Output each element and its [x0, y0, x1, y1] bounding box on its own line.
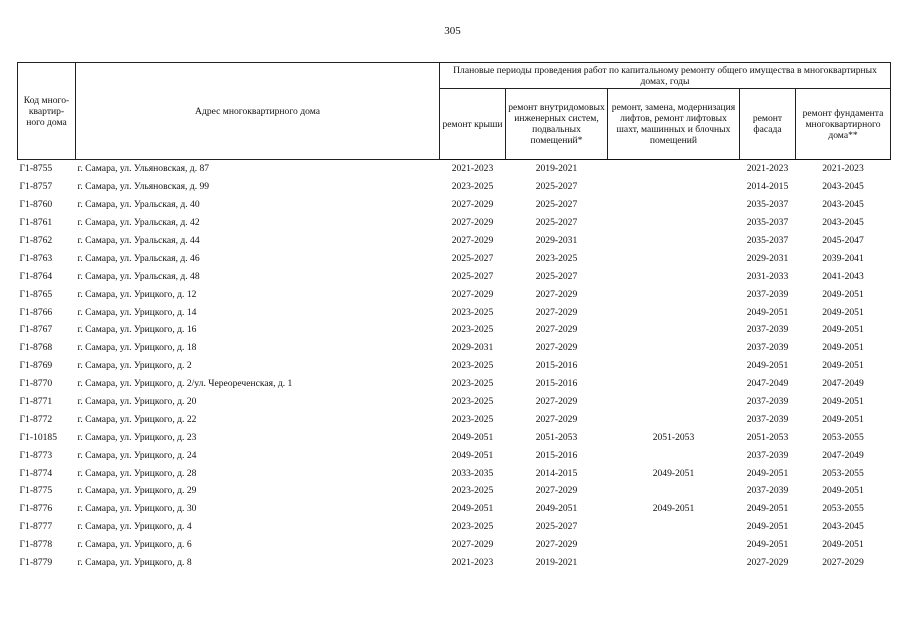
cell-facade: 2014-2015: [746, 181, 789, 193]
table-row: [18, 303, 891, 321]
cell-roof: 2025-2027: [451, 252, 494, 264]
cell-systems: 2027-2029: [535, 342, 578, 354]
cell-lifts: [608, 393, 740, 411]
cell-lifts: [608, 518, 740, 536]
cell-facade: 2049-2051: [746, 539, 789, 551]
cell-lifts: [608, 410, 740, 428]
cell-address: г. Самара, ул. Урицкого, д. 2/ул. Череореченская, д. 1: [77, 378, 293, 390]
table-row: [18, 428, 891, 446]
cell-address: г. Самара, ул. Урицкого, д. 30: [77, 503, 197, 515]
cell-foundation: 2043-2045: [822, 521, 864, 533]
cell-roof: 2023-2025: [451, 306, 494, 318]
table-row: [18, 393, 891, 411]
cell-address: г. Самара, ул. Ульяновская, д. 87: [77, 163, 210, 175]
cell-code: Г1-8761: [19, 217, 53, 229]
cell-facade: 2021-2023: [746, 163, 789, 175]
cell-roof: 2025-2027: [451, 270, 494, 282]
cell-roof: 2027-2029: [451, 539, 494, 551]
table-row: [18, 232, 891, 250]
cell-code: Г1-8762: [19, 235, 53, 246]
cell-facade: 2035-2037: [746, 235, 789, 246]
cell-address: г. Самара, ул. Урицкого, д. 20: [77, 396, 197, 408]
table-row: [18, 536, 891, 554]
table-row: [18, 410, 891, 428]
cell-facade: 2037-2039: [746, 485, 789, 497]
cell-facade: 2029-2031: [746, 252, 789, 264]
table-body: [18, 160, 891, 572]
cell-lifts: 2051-2053: [652, 431, 695, 443]
table-row: [18, 339, 891, 357]
cell-systems: 2027-2029: [535, 324, 578, 336]
cell-address: г. Самара, ул. Уральская, д. 40: [77, 199, 200, 211]
cell-lifts: [608, 446, 740, 464]
cell-facade: 2037-2039: [746, 288, 789, 300]
cell-lifts: [608, 160, 740, 178]
cell-foundation: 2049-2051: [822, 413, 864, 425]
cell-foundation: 2039-2041: [822, 252, 864, 264]
cell-facade: 2047-2049: [746, 378, 789, 390]
cell-lifts: [608, 178, 740, 196]
cell-facade: 2027-2029: [746, 557, 789, 569]
cell-systems: 2025-2027: [535, 199, 578, 211]
table-row: [18, 554, 891, 572]
cell-systems: 2019-2021: [535, 163, 578, 175]
cell-systems: 2027-2029: [535, 396, 578, 408]
cell-systems: 2025-2027: [535, 181, 578, 193]
cell-systems: 2015-2016: [535, 360, 578, 372]
cell-roof: 2023-2025: [451, 181, 494, 193]
cell-lifts: [608, 375, 740, 393]
cell-lifts: [608, 196, 740, 214]
cell-code: Г1-8770: [19, 378, 53, 390]
cell-systems: 2027-2029: [535, 288, 578, 300]
table-row: [18, 214, 891, 232]
cell-address: г. Самара, ул. Уральская, д. 44: [77, 235, 200, 246]
cell-address: г. Самара, ул. Урицкого, д. 8: [77, 557, 192, 569]
cell-facade: 2037-2039: [746, 413, 789, 425]
cell-facade: 2035-2037: [746, 199, 789, 211]
cell-lifts: 2049-2051: [652, 467, 695, 479]
cell-facade: 2037-2039: [746, 449, 789, 461]
cell-address: г. Самара, ул. Урицкого, д. 29: [77, 485, 197, 497]
cell-roof: 2023-2025: [451, 378, 494, 390]
header-address: Адрес многоквартирного дома: [76, 63, 440, 160]
cell-address: г. Самара, ул. Урицкого, д. 23: [77, 431, 197, 443]
cell-roof: 2027-2029: [451, 199, 494, 211]
repair-schedule-table: [17, 62, 891, 571]
cell-code: Г1-8775: [19, 485, 53, 497]
cell-code: Г1-10185: [19, 431, 58, 443]
cell-facade: 2049-2051: [746, 521, 789, 533]
cell-roof: 2029-2031: [451, 342, 494, 354]
cell-systems: 2027-2029: [535, 485, 578, 497]
cell-systems: 2027-2029: [535, 306, 578, 318]
cell-systems: 2015-2016: [535, 449, 578, 461]
cell-roof: 2023-2025: [451, 360, 494, 372]
cell-code: Г1-8766: [19, 306, 53, 318]
cell-foundation: 2049-2051: [822, 306, 864, 318]
cell-facade: 2031-2033: [746, 270, 789, 282]
table-row: [18, 178, 891, 196]
cell-facade: 2051-2053: [746, 431, 789, 443]
table-row: [18, 500, 891, 518]
cell-foundation: 2049-2051: [822, 324, 864, 336]
cell-address: г. Самара, ул. Урицкого, д. 2: [77, 360, 192, 372]
cell-foundation: 2049-2051: [822, 342, 864, 354]
cell-address: г. Самара, ул. Урицкого, д. 4: [77, 521, 192, 533]
cell-foundation: 2049-2051: [822, 288, 864, 300]
cell-foundation: 2043-2045: [822, 217, 864, 229]
cell-foundation: 2047-2049: [822, 378, 864, 390]
cell-code: Г1-8763: [19, 252, 53, 264]
cell-address: г. Самара, ул. Урицкого, д. 6: [77, 539, 192, 551]
cell-systems: 2019-2021: [535, 557, 578, 569]
header-foundation: ремонт фундамента многоквартирного дома**: [796, 89, 891, 160]
cell-roof: 2023-2025: [451, 485, 494, 497]
table-row: [18, 267, 891, 285]
cell-foundation: 2043-2045: [822, 181, 864, 193]
cell-lifts: [608, 339, 740, 357]
cell-code: Г1-8768: [19, 342, 53, 354]
cell-address: г. Самара, ул. Уральская, д. 42: [77, 217, 200, 229]
cell-facade: 2037-2039: [746, 342, 789, 354]
cell-lifts: [608, 554, 740, 572]
cell-foundation: 2027-2029: [822, 557, 864, 569]
cell-roof: 2023-2025: [451, 396, 494, 408]
cell-foundation: 2049-2051: [822, 485, 864, 497]
header-code: Код много-квартир-ного дома: [18, 63, 76, 160]
cell-code: Г1-8773: [19, 449, 53, 461]
cell-foundation: 2049-2051: [822, 396, 864, 408]
table-row: [18, 464, 891, 482]
cell-foundation: 2049-2051: [822, 360, 864, 372]
cell-systems: 2027-2029: [535, 413, 578, 425]
cell-roof: 2021-2023: [451, 163, 494, 175]
cell-facade: 2049-2051: [746, 360, 789, 372]
cell-code: Г1-8765: [19, 288, 53, 300]
cell-systems: 2025-2027: [535, 270, 578, 282]
cell-code: Г1-8767: [19, 324, 53, 336]
table-row: [18, 321, 891, 339]
cell-systems: 2051-2053: [535, 431, 578, 443]
cell-systems: 2025-2027: [535, 217, 578, 229]
header-facade: ремонт фасада: [740, 89, 796, 160]
cell-lifts: [608, 285, 740, 303]
cell-facade: 2037-2039: [746, 396, 789, 408]
cell-foundation: 2049-2051: [822, 539, 864, 551]
cell-lifts: [608, 357, 740, 375]
cell-foundation: 2053-2055: [822, 503, 864, 515]
cell-roof: 2049-2051: [451, 449, 494, 461]
cell-foundation: 2053-2055: [822, 431, 864, 443]
cell-systems: 2023-2025: [535, 252, 578, 264]
cell-systems: 2014-2015: [535, 467, 578, 479]
cell-foundation: 2047-2049: [822, 449, 864, 461]
cell-roof: 2027-2029: [451, 288, 494, 300]
cell-roof: 2049-2051: [451, 503, 494, 515]
cell-foundation: 2041-2043: [822, 270, 864, 282]
cell-systems: 2015-2016: [535, 378, 578, 390]
cell-lifts: [608, 536, 740, 554]
table-row: [18, 375, 891, 393]
cell-lifts: 2049-2051: [652, 503, 695, 515]
table-row: [18, 482, 891, 500]
cell-lifts: [608, 214, 740, 232]
cell-facade: 2049-2051: [746, 467, 789, 479]
cell-lifts: [608, 482, 740, 500]
cell-code: Г1-8769: [19, 360, 53, 372]
cell-roof: 2023-2025: [451, 413, 494, 425]
cell-address: г. Самара, ул. Ульяновская, д. 99: [77, 181, 210, 193]
cell-address: г. Самара, ул. Урицкого, д. 12: [77, 288, 197, 300]
cell-facade: 2049-2051: [746, 306, 789, 318]
cell-roof: 2027-2029: [451, 217, 494, 229]
cell-lifts: [608, 267, 740, 285]
header-systems: ремонт внутридомовых инженерных систем, подвальных помещений*: [506, 89, 608, 160]
cell-foundation: 2045-2047: [822, 235, 864, 246]
table-row: [18, 446, 891, 464]
cell-roof: 2023-2025: [451, 324, 494, 336]
cell-roof: 2027-2029: [451, 235, 494, 246]
cell-address: г. Самара, ул. Уральская, д. 46: [77, 252, 200, 264]
cell-address: г. Самара, ул. Урицкого, д. 28: [77, 467, 197, 479]
cell-address: г. Самара, ул. Урицкого, д. 24: [77, 449, 197, 461]
cell-code: Г1-8771: [19, 396, 53, 408]
cell-facade: 2037-2039: [746, 324, 789, 336]
cell-foundation: 2053-2055: [822, 467, 864, 479]
cell-systems: 2025-2027: [535, 521, 578, 533]
cell-roof: 2023-2025: [451, 521, 494, 533]
cell-facade: 2035-2037: [746, 217, 789, 229]
cell-address: г. Самара, ул. Урицкого, д. 22: [77, 413, 197, 425]
cell-address: г. Самара, ул. Урицкого, д. 14: [77, 306, 197, 318]
cell-code: Г1-8774: [19, 467, 53, 479]
cell-code: Г1-8779: [19, 557, 53, 569]
cell-systems: 2049-2051: [535, 503, 578, 515]
cell-lifts: [608, 321, 740, 339]
header-periods: Плановые периоды проведения работ по капитальному ремонту общего имущества в многоквартирных домах, годы: [440, 63, 891, 89]
table-row: [18, 249, 891, 267]
cell-foundation: 2043-2045: [822, 199, 864, 211]
table-row: [18, 285, 891, 303]
cell-systems: 2029-2031: [535, 235, 578, 246]
cell-address: г. Самара, ул. Уральская, д. 48: [77, 270, 200, 282]
cell-roof: 2021-2023: [451, 557, 494, 569]
cell-lifts: [608, 232, 740, 250]
table-row: [18, 160, 891, 178]
cell-code: Г1-8777: [19, 521, 53, 533]
header-roof: ремонт крыши: [440, 89, 506, 160]
cell-address: г. Самара, ул. Урицкого, д. 18: [77, 342, 197, 354]
cell-roof: 2049-2051: [451, 431, 494, 443]
table-row: [18, 518, 891, 536]
header-lifts: ремонт, замена, модернизация лифтов, ремонт лифтовых шахт, машинных и блочных помещений: [608, 89, 740, 160]
cell-code: Г1-8764: [19, 270, 53, 282]
cell-lifts: [608, 303, 740, 321]
table-row: [18, 357, 891, 375]
cell-address: г. Самара, ул. Урицкого, д. 16: [77, 324, 197, 336]
cell-code: Г1-8772: [19, 413, 53, 425]
cell-code: Г1-8757: [19, 181, 53, 193]
cell-roof: 2033-2035: [451, 467, 494, 479]
table-row: [18, 196, 891, 214]
cell-foundation: 2021-2023: [822, 163, 864, 175]
table-header: [18, 63, 891, 160]
cell-lifts: [608, 249, 740, 267]
cell-code: Г1-8760: [19, 199, 53, 211]
cell-facade: 2049-2051: [746, 503, 789, 515]
cell-code: Г1-8776: [19, 503, 53, 515]
cell-systems: 2027-2029: [535, 539, 578, 551]
cell-code: Г1-8755: [19, 163, 53, 175]
cell-code: Г1-8778: [19, 539, 53, 551]
page-number: 305: [444, 25, 461, 37]
